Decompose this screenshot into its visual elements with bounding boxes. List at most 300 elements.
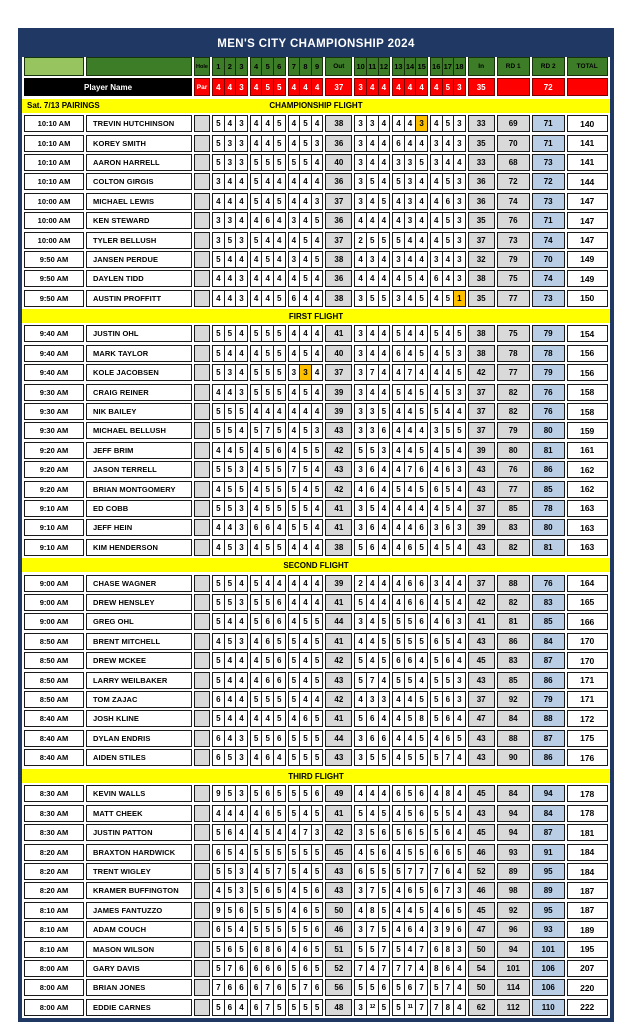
hole-group <box>354 193 390 210</box>
hole-score: 5 <box>288 730 301 747</box>
hole-score: 4 <box>404 481 417 498</box>
total-score: 164 <box>567 575 608 592</box>
hole-score: 4 <box>378 500 391 517</box>
out-score: 41 <box>325 710 352 727</box>
spacer-cell <box>194 710 210 727</box>
player-name: JUSTIN OHL <box>86 325 192 342</box>
hole-score: 3 <box>354 115 367 132</box>
rd2-score: 71 <box>532 115 565 132</box>
hole-group <box>354 594 390 611</box>
hole-score: 4 <box>212 442 225 459</box>
hole-score: 5 <box>430 805 443 822</box>
flight-header <box>22 309 610 323</box>
out-score: 41 <box>325 519 352 536</box>
hole-score: 5 <box>378 232 391 249</box>
hole-score: 5 <box>250 921 263 938</box>
out-score: 42 <box>325 442 352 459</box>
hole-score: 4 <box>299 212 312 229</box>
hole-group <box>430 805 466 822</box>
hole-score: 4 <box>392 691 405 708</box>
hole-score: 5 <box>288 999 301 1016</box>
hole-score: 5 <box>212 325 225 342</box>
hole-score: 6 <box>430 270 443 287</box>
hole-score: 5 <box>404 785 417 802</box>
hole-score: 5 <box>273 135 286 152</box>
hole-score: 6 <box>273 672 286 689</box>
hole-score: 5 <box>415 154 428 171</box>
hole-score: 3 <box>235 115 248 132</box>
player-row <box>24 364 610 381</box>
hole-score: 4 <box>453 785 466 802</box>
hole-score: 5 <box>430 325 443 342</box>
rd1-score: 84 <box>497 785 530 802</box>
hole-score: 6 <box>442 519 455 536</box>
tee-time: 8:00 AM <box>24 999 84 1016</box>
hole-group <box>250 999 286 1016</box>
hole-score: 3 <box>378 691 391 708</box>
rd2-score: 72 <box>532 173 565 190</box>
hole-score: 5 <box>212 135 225 152</box>
hole-number-header: 17 <box>442 57 455 76</box>
hole-score: 7 <box>404 364 417 381</box>
hole-score: 4 <box>415 212 428 229</box>
hole-score: 6 <box>392 652 405 669</box>
player-row <box>24 539 610 556</box>
hole-score: 4 <box>235 193 248 210</box>
par-value: 3 <box>235 78 248 96</box>
in-score: 37 <box>468 422 495 439</box>
hole-score: 4 <box>250 135 263 152</box>
tee-time: 8:50 AM <box>24 633 84 650</box>
hole-score: 5 <box>392 384 405 401</box>
hole-score: 3 <box>212 232 225 249</box>
hole-score: 4 <box>288 115 301 132</box>
spacer-cell <box>194 135 210 152</box>
hole-group <box>392 403 428 420</box>
page-title: MEN'S CITY CHAMPIONSHIP 2024 <box>217 38 415 50</box>
spacer-cell <box>194 785 210 802</box>
hole-score: 4 <box>404 519 417 536</box>
player-row <box>24 652 610 669</box>
rd1-score: 68 <box>497 154 530 171</box>
hole-score: 4 <box>273 824 286 841</box>
hole-score: 5 <box>378 902 391 919</box>
hole-score: 4 <box>404 730 417 747</box>
hole-score: 4 <box>404 422 417 439</box>
tee-time: 9:20 AM <box>24 442 84 459</box>
hole-group <box>392 710 428 727</box>
hole-score: 5 <box>212 941 225 958</box>
total-score: 189 <box>567 921 608 938</box>
hole-group <box>430 57 466 76</box>
hole-score: 5 <box>273 785 286 802</box>
player-row <box>24 575 610 592</box>
hole-group <box>212 173 248 190</box>
hole-score: 5 <box>261 921 274 938</box>
hole-score: 3 <box>404 173 417 190</box>
hole-group <box>212 749 248 766</box>
player-name: MATT CHEEK <box>86 805 192 822</box>
hole-group <box>430 672 466 689</box>
hole-score: 4 <box>299 325 312 342</box>
out-score: 52 <box>325 960 352 977</box>
out-score: 37 <box>325 193 352 210</box>
hole-score: 3 <box>311 135 324 152</box>
hole-group <box>354 251 390 268</box>
rd2-score: 73 <box>532 154 565 171</box>
total-score: 162 <box>567 461 608 478</box>
hole-score: 3 <box>453 691 466 708</box>
hole-group <box>212 539 248 556</box>
hole-group <box>430 730 466 747</box>
hole-group <box>392 999 428 1016</box>
hole-score: 3 <box>354 154 367 171</box>
hole-score: 7 <box>378 941 391 958</box>
hole-group <box>354 422 390 439</box>
hole-score: 6 <box>273 941 286 958</box>
hole-score: 6 <box>404 882 417 899</box>
hole-group <box>392 575 428 592</box>
hole-score: 4 <box>273 403 286 420</box>
hole-score: 4 <box>453 979 466 996</box>
hole-score: 7 <box>404 461 417 478</box>
hole-group <box>430 999 466 1016</box>
hole-score: 6 <box>415 805 428 822</box>
hole-score: 5 <box>415 345 428 362</box>
hole-score: 4 <box>404 115 417 132</box>
tee-time: 9:10 AM <box>24 539 84 556</box>
in-score: 32 <box>468 251 495 268</box>
hole-group <box>430 232 466 249</box>
hole-score: 5 <box>250 384 263 401</box>
hole-group <box>250 633 286 650</box>
hole-score: 5 <box>354 539 367 556</box>
hole-score: 4 <box>224 115 237 132</box>
tee-time: 8:40 AM <box>24 710 84 727</box>
out-score: 41 <box>325 805 352 822</box>
hole-score: 5 <box>299 384 312 401</box>
hole-group <box>288 232 324 249</box>
out-score: 36 <box>325 270 352 287</box>
hole-score: 4 <box>224 672 237 689</box>
out-score: 39 <box>325 575 352 592</box>
hole-score: 5 <box>212 364 225 381</box>
spacer-cell <box>194 251 210 268</box>
total-score: 147 <box>567 193 608 210</box>
hole-score: 4 <box>224 251 237 268</box>
hole-score: 5 <box>288 633 301 650</box>
par-value: 4 <box>430 78 443 96</box>
hole-score: 5 <box>378 193 391 210</box>
hole-score: 4 <box>442 325 455 342</box>
hole-score: 4 <box>250 863 263 880</box>
hole-group <box>250 691 286 708</box>
hole-score: 6 <box>442 710 455 727</box>
hole-group <box>288 633 324 650</box>
hole-score: 5 <box>442 594 455 611</box>
hole-score: 5 <box>299 921 312 938</box>
hole-score: 5 <box>224 594 237 611</box>
player-row <box>24 921 610 938</box>
hole-score: 5 <box>273 633 286 650</box>
out-score: 42 <box>325 824 352 841</box>
hole-score: 5 <box>212 115 225 132</box>
hole-group <box>212 652 248 669</box>
hole-score: 4 <box>378 154 391 171</box>
hole-score: 5 <box>261 824 274 841</box>
par-value: 4 <box>299 78 312 96</box>
spacer-cell <box>194 941 210 958</box>
hole-score: 4 <box>378 135 391 152</box>
out-score: 36 <box>325 212 352 229</box>
tee-time: 8:40 AM <box>24 749 84 766</box>
player-name: KIM HENDERSON <box>86 539 192 556</box>
hole-score: 5 <box>224 863 237 880</box>
hole-group <box>430 633 466 650</box>
hole-group <box>212 633 248 650</box>
hole-score: 4 <box>224 193 237 210</box>
spacer-cell <box>194 805 210 822</box>
hole-score: 4 <box>235 422 248 439</box>
hole-group <box>250 442 286 459</box>
hole-group <box>250 325 286 342</box>
hole-score: 5 <box>453 730 466 747</box>
spacer-cell <box>194 960 210 977</box>
hole-score: 4 <box>299 594 312 611</box>
hole-number-header: 10 <box>354 57 367 76</box>
hole-group <box>250 710 286 727</box>
player-name-label: Player Name <box>24 78 192 96</box>
par-value: 4 <box>415 78 428 96</box>
spacer-cell <box>194 902 210 919</box>
hole-score: 5 <box>404 672 417 689</box>
hole-score: 6 <box>261 672 274 689</box>
hole-score: 3 <box>235 863 248 880</box>
out-score: 36 <box>325 135 352 152</box>
hole-score: 4 <box>378 519 391 536</box>
hole-score: 4 <box>261 135 274 152</box>
spacer-cell <box>194 481 210 498</box>
hole-group <box>354 613 390 630</box>
hole-group <box>354 921 390 938</box>
hole-score: 7 <box>366 882 379 899</box>
hole-group <box>354 384 390 401</box>
in-score: 38 <box>468 345 495 362</box>
total-score: 222 <box>567 999 608 1016</box>
hole-score: 4 <box>392 921 405 938</box>
hole-score: 4 <box>212 882 225 899</box>
hole-score: 4 <box>299 173 312 190</box>
hole-score: 5 <box>250 882 263 899</box>
rd1-score: 88 <box>497 575 530 592</box>
hole-score: 4 <box>250 270 263 287</box>
in-score: 46 <box>468 882 495 899</box>
hole-score: 4 <box>366 135 379 152</box>
hole-score: 4 <box>442 154 455 171</box>
hole-group <box>212 442 248 459</box>
hole-group <box>212 193 248 210</box>
spacer-cell <box>194 325 210 342</box>
rd1-score: 79 <box>497 251 530 268</box>
total-score: 156 <box>567 364 608 381</box>
rd1-score: 77 <box>497 364 530 381</box>
par-value: 4 <box>250 78 263 96</box>
total-score: 147 <box>567 212 608 229</box>
rd2-score: 87 <box>532 730 565 747</box>
hole-score: 4 <box>273 212 286 229</box>
hole-score: 5 <box>415 882 428 899</box>
hole-score: 4 <box>404 290 417 307</box>
rd2-score: 79 <box>532 691 565 708</box>
hole-score: 3 <box>453 461 466 478</box>
in-score: 45 <box>468 824 495 841</box>
out-score: 49 <box>325 785 352 802</box>
hole-score: 4 <box>378 251 391 268</box>
hole-group <box>392 749 428 766</box>
hole-score: 4 <box>224 710 237 727</box>
hole-group <box>288 672 324 689</box>
total-score: 149 <box>567 270 608 287</box>
tee-time: 8:20 AM <box>24 844 84 861</box>
hole-score: 5 <box>392 672 405 689</box>
hole-group <box>212 403 248 420</box>
hole-score: 4 <box>415 364 428 381</box>
hole-score: 3 <box>354 384 367 401</box>
hole-score: 4 <box>299 539 312 556</box>
hole-group <box>354 364 390 381</box>
hole-score: 4 <box>453 575 466 592</box>
out-score: 41 <box>325 500 352 517</box>
hole-score: 4 <box>404 442 417 459</box>
hole-group <box>392 115 428 132</box>
hole-score: 5 <box>212 500 225 517</box>
hole-group <box>392 902 428 919</box>
hole-group <box>212 882 248 899</box>
hole-score: 4 <box>430 902 443 919</box>
rd1-score: 82 <box>497 384 530 401</box>
hole-score: 5 <box>299 345 312 362</box>
hole-score: 5 <box>354 979 367 996</box>
hole-group <box>354 979 390 996</box>
hole-score: 4 <box>224 519 237 536</box>
rd2-score: 87 <box>532 824 565 841</box>
hole-score: 3 <box>288 364 301 381</box>
hole-score: 9 <box>442 921 455 938</box>
hole-number-header: 13 <box>392 57 405 76</box>
hole-score: 7 <box>430 863 443 880</box>
hole-score: 5 <box>288 652 301 669</box>
hole-score: 5 <box>273 290 286 307</box>
hole-score: 6 <box>378 979 391 996</box>
player-row <box>24 461 610 478</box>
hole-score: 5 <box>366 844 379 861</box>
hole-score: 4 <box>311 403 324 420</box>
hole-score: 4 <box>415 325 428 342</box>
hole-score: 5 <box>366 232 379 249</box>
hole-score: 4 <box>378 364 391 381</box>
hole-score: 4 <box>212 805 225 822</box>
hole-group <box>288 613 324 630</box>
hole-number-header: 11 <box>366 57 379 76</box>
hole-group <box>288 173 324 190</box>
spacer-cell <box>194 882 210 899</box>
hole-score: 5 <box>378 999 391 1016</box>
hole-score: 5 <box>212 710 225 727</box>
hole-group <box>354 325 390 342</box>
in-score: 43 <box>468 633 495 650</box>
hole-score: 5 <box>354 442 367 459</box>
hole-group <box>250 539 286 556</box>
tee-time: 9:00 AM <box>24 613 84 630</box>
hole-group <box>212 941 248 958</box>
hole-score: 3 <box>354 882 367 899</box>
tee-time: 9:00 AM <box>24 594 84 611</box>
hole-score: 5 <box>392 941 405 958</box>
hole-score: 4 <box>212 384 225 401</box>
hole-group <box>392 960 428 977</box>
hole-score: 4 <box>430 442 443 459</box>
hole-group <box>212 921 248 938</box>
hole-number-header: 6 <box>273 57 286 76</box>
hole-score: 5 <box>288 481 301 498</box>
hole-group <box>430 115 466 132</box>
hole-group <box>212 785 248 802</box>
hole-score: 6 <box>235 902 248 919</box>
hole-group <box>288 979 324 996</box>
player-name: JANSEN PERDUE <box>86 251 192 268</box>
hole-score: 5 <box>415 902 428 919</box>
hole-group <box>288 57 324 76</box>
total-score: 178 <box>567 805 608 822</box>
hole-score: 5 <box>212 594 225 611</box>
flight-header <box>22 769 610 783</box>
player-row <box>24 824 610 841</box>
hole-score: 4 <box>378 539 391 556</box>
rd1-score: 92 <box>497 902 530 919</box>
total-score: 162 <box>567 481 608 498</box>
hole-score: 4 <box>378 785 391 802</box>
hole-group <box>212 115 248 132</box>
hole-group <box>288 575 324 592</box>
total-score: 195 <box>567 941 608 958</box>
in-score: 62 <box>468 999 495 1016</box>
hole-number-header: 16 <box>430 57 443 76</box>
hole-score: 3 <box>453 193 466 210</box>
hole-score: 5 <box>404 805 417 822</box>
hole-group <box>430 519 466 536</box>
hole-score: 3 <box>378 442 391 459</box>
hole-number-header: 3 <box>235 57 248 76</box>
tee-time: 8:50 AM <box>24 652 84 669</box>
in-score: 43 <box>468 749 495 766</box>
hole-group <box>392 672 428 689</box>
hole-score: 5 <box>311 805 324 822</box>
hole-score: 5 <box>224 749 237 766</box>
hole-group <box>212 710 248 727</box>
hole-score: 5 <box>378 403 391 420</box>
hole-score: 6 <box>261 882 274 899</box>
tee-time: 9:50 AM <box>24 270 84 287</box>
hole-group <box>430 710 466 727</box>
total-score: 156 <box>567 345 608 362</box>
hole-score: 9 <box>212 902 225 919</box>
in-score: 42 <box>468 364 495 381</box>
hole-group <box>250 232 286 249</box>
hole-score: 4 <box>261 115 274 132</box>
hole-score: 4 <box>288 941 301 958</box>
hole-group <box>288 863 324 880</box>
hole-score: 5 <box>273 902 286 919</box>
